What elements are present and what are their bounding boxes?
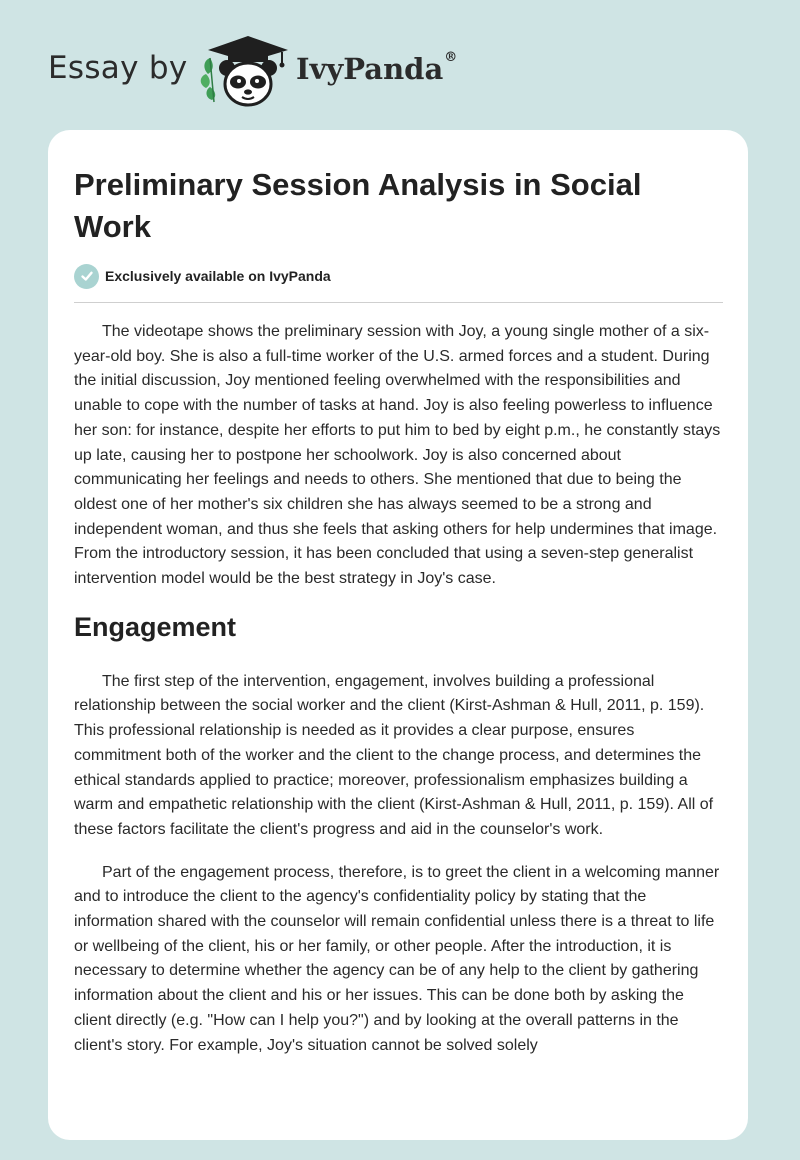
brand-text: IvyPanda bbox=[296, 52, 444, 86]
essay-card bbox=[48, 130, 748, 1140]
site-header bbox=[0, 0, 800, 130]
engagement-paragraph: Part of the engagement process, therefore, is to greet the client in a welcoming manner and to introduce the client to the agency's confidentiality policy by stating that the information shared with the counselor will remain confidential unless there is a threat to life or wellbeing of the client, his or her family, or other people. After the introduction, it is necessary to determine whether the agency can be of any help to the client by gathering information about the client and his or her issues. This can be done both by asking the client directly (e.g. "How can I help you?") and by looking at the overall patterns in the client's story. For example, Joy's situation cannot be solved solely bbox=[74, 863, 720, 1054]
exclusive-badge bbox=[74, 262, 331, 290]
essay-body bbox=[74, 320, 725, 1076]
engagement-paragraph: The first step of the intervention, engagement, involves building a professional relationship between the social worker and the client (Kirst-Ashman & Hull, 2011, p. 159). This professional relationship is needed as it provides a clear purpose, ensures commitment both of the worker and the client to the change process, and determines the ethical standards applied to practice; moreover, professionalism emphasizes building a warm and empathetic relationship with the client (Kirst-Ashman & Hull, 2011, p. 159). All of these factors facilitate the client's progress and aid in the counselor's work. bbox=[74, 672, 714, 838]
registered-mark: ® bbox=[444, 50, 458, 65]
intro-paragraph: The videotape shows the preliminary session with Joy, a young single mother of a six-year-old boy. She is also a full-time worker of the U.S. armed forces and a student. During the initial discussion, Joy mentioned feeling overwhelmed with the responsibilities and unable to cope with the number of tasks at hand. Joy is also feeling powerless to influence her son: for instance, despite her efforts to put him to bed by eight p.m., he constantly stays up late, causing her to postpone her schoolwork. Joy is also concerned about communicating her feelings and needs to others. She mentioned that due to being the oldest one of her mother's six children she has always seemed to be a strong and independent woman, and thus she feels that asking others for help undermines that image. From the introductory session, it has been concluded that using a seven-step generalist intervention model would be the best strategy in Joy's case. bbox=[74, 323, 721, 588]
ivypanda-logo-icon[interactable] bbox=[198, 34, 288, 108]
title-divider bbox=[74, 302, 723, 303]
exclusive-badge-label: Exclusively available on IvyPanda bbox=[105, 268, 331, 284]
check-icon bbox=[74, 264, 99, 289]
ivypanda-brand-name[interactable] bbox=[296, 52, 457, 86]
section-heading-engagement: Engagement bbox=[74, 611, 237, 642]
page-title: Preliminary Session Analysis in Social Work bbox=[74, 167, 642, 244]
essay-by-label: Essay by bbox=[48, 50, 188, 86]
